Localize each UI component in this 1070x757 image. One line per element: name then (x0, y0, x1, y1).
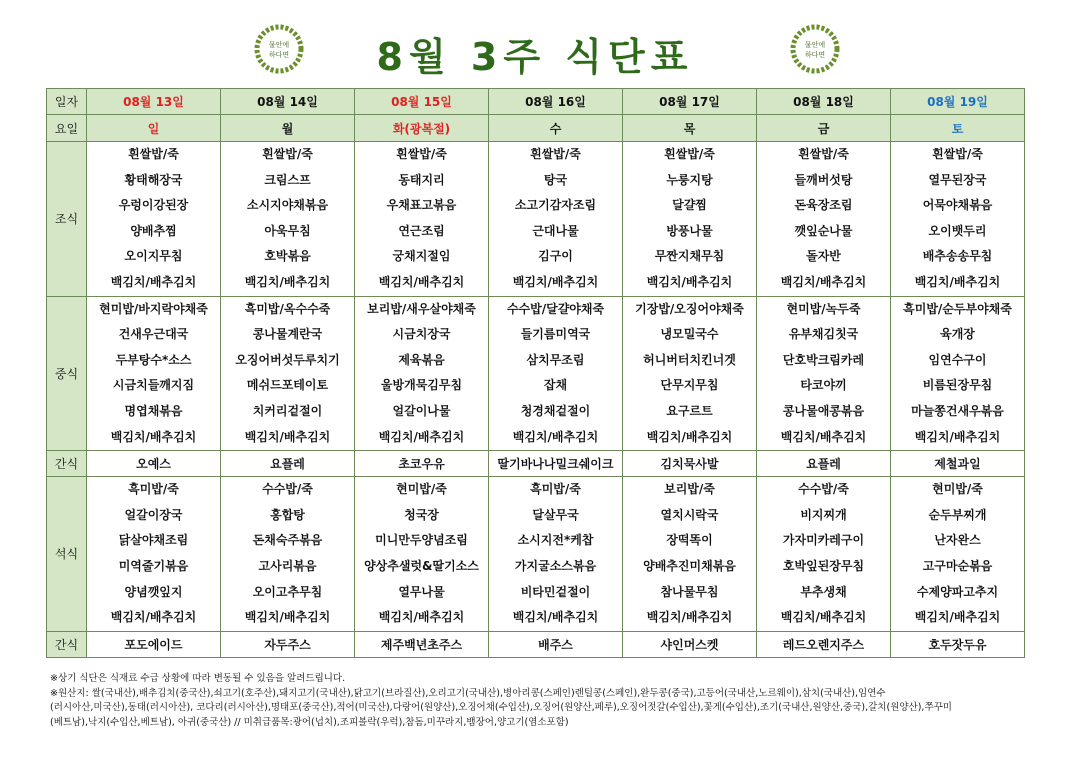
menu-item: 연근조림 (398, 223, 445, 238)
row-label-day: 요일 (47, 115, 87, 142)
menu-item: 흑미밥/죽 (128, 482, 179, 497)
menu-item: 백김치/배추김치 (780, 429, 867, 444)
date-cell: 08월 17일 (623, 89, 757, 115)
snack-cell: 포도에이드 (87, 631, 221, 657)
menu-item: 우렁이강된장 (118, 198, 189, 213)
breakfast-cell (757, 142, 891, 297)
menu-item: 호박볶음 (264, 249, 311, 264)
menu-item: 우채표고볶음 (386, 198, 457, 213)
dinner-row (47, 477, 1025, 632)
footnotes (50, 672, 1025, 730)
menu-item: 달걀찜 (672, 198, 707, 213)
menu-item: 방풍나물 (666, 223, 713, 238)
row-label-snack1: 간식 (47, 451, 87, 477)
menu-item: 흰쌀밥/죽 (128, 147, 179, 161)
menu-item: 오이고추무침 (252, 584, 323, 599)
menu-item: 장떡똑이 (666, 533, 713, 548)
menu-item: 백김치/배추김치 (378, 610, 465, 625)
menu-item: 부추생채 (800, 584, 847, 599)
menu-item: 수수밥/달걀야채죽 (506, 301, 605, 316)
note-line: ※원산지: 쌀(국내산),배추김치(중국산),쇠고기(호주산),돼지고기(국내산),닭고기(브라질산),오리고기(국내산),병아리콩(스페인)렌틸콩(스페인),완두콩(중국),고등어(국내산,노르웨이),삼치(국내산),임연수 (50, 687, 886, 699)
menu-item: 비름된장무침 (922, 378, 993, 393)
lunch-cell (355, 296, 489, 451)
menu-item: 근대나물 (532, 223, 579, 238)
menu-item: 단호박크림카레 (782, 352, 865, 367)
note-line: (러시아산,미국산),동태(러시아산), 코다리(러시아산),명태포(중국산),적어(미국산),다랑어(원양산),오징어채(수입산),오징어(원양산,페루),오징어젓갈(수입산),꽃게(수입산),조기(국내산,원양산,중국),갈치(원양산),쭈꾸미 (50, 702, 952, 713)
menu-item: 백김치/배추김치 (110, 274, 197, 289)
menu-item: 백김치/배추김치 (512, 429, 599, 444)
snack-cell: 요플레 (757, 451, 891, 477)
menu-item: 배추송송무침 (922, 249, 993, 264)
dinner-cell (221, 477, 355, 632)
menu-item: 임연수구이 (928, 352, 987, 367)
menu-item: 백김치/배추김치 (914, 429, 1001, 444)
menu-item: 치커리겉절이 (252, 403, 323, 418)
menu-item: 기장밥/오징어야채죽 (635, 301, 744, 316)
dinner-cell (87, 477, 221, 632)
note-line: ※상기 식단은 식재료 수급 상황에 따라 변동될 수 있음을 알려드립니다. (50, 673, 346, 684)
dinner-cell (757, 477, 891, 632)
menu-item: 메쉬드포테이토 (246, 378, 329, 393)
date-row (47, 89, 1025, 115)
menu-item: 현미밥/녹두죽 (786, 301, 861, 316)
meal-plan-table (46, 88, 1025, 658)
menu-item: 백김치/배추김치 (646, 429, 733, 444)
dinner-cell (623, 477, 757, 632)
header (0, 20, 1070, 80)
svg-text:하다면: 하다면 (268, 51, 290, 59)
menu-item: 백김치/배추김치 (110, 429, 197, 444)
menu-item: 제육볶음 (398, 352, 445, 367)
menu-item: 시금치장국 (392, 327, 451, 342)
menu-item: 백김치/배추김치 (244, 610, 331, 625)
menu-item: 흑미밥/옥수수죽 (244, 301, 331, 316)
menu-item: 돌자반 (806, 249, 841, 264)
menu-item: 백김치/배추김치 (914, 610, 1001, 625)
menu-item: 백김치/배추김치 (512, 274, 599, 289)
note-line: (베트남),낙지(수입산,베트남), 아귀(중국산) // 미취급품목:광어(넙치),조피볼락(우럭),참돔,미꾸라지,뱀장어,양고기(염소포함) (50, 716, 569, 728)
menu-item: 어묵야채볶음 (922, 198, 993, 213)
lunch-cell (221, 296, 355, 451)
date-cell: 08월 13일 (87, 89, 221, 115)
menu-item: 무짠지채무침 (654, 249, 725, 264)
menu-item: 소시지야채볶음 (246, 198, 329, 213)
menu-item: 흑미밥/순두부야채죽 (903, 301, 1012, 316)
menu-item: 백김치/배추김치 (914, 274, 1001, 289)
menu-item: 오이지무침 (124, 249, 183, 264)
menu-item: 백김치/배추김치 (378, 429, 465, 444)
menu-item: 잡채 (543, 378, 568, 393)
menu-item: 가자미카레구이 (782, 533, 865, 548)
snack-cell: 오예스 (87, 451, 221, 477)
menu-item: 흑미밥/죽 (530, 482, 581, 497)
menu-item: 탕국 (543, 172, 568, 187)
menu-item: 삼치무조림 (526, 352, 585, 367)
menu-item: 명엽채볶음 (124, 403, 183, 418)
menu-item: 백김치/배추김치 (378, 274, 465, 289)
menu-item: 열치시락국 (660, 507, 719, 522)
menu-item: 백김치/배추김치 (780, 274, 867, 289)
menu-item: 황태해장국 (124, 172, 183, 187)
svg-text:물안에: 물안에 (804, 41, 826, 49)
menu-item: 소고기감자조림 (514, 198, 597, 213)
menu-item: 백김치/배추김치 (512, 610, 599, 625)
row-label-date: 일자 (47, 89, 87, 115)
row-label-dinner: 석식 (47, 477, 87, 632)
day-cell: 금 (757, 115, 891, 142)
day-row (47, 115, 1025, 142)
dinner-cell (355, 477, 489, 632)
date-cell: 08월 16일 (489, 89, 623, 115)
snack-cell: 레드오렌지주스 (757, 631, 891, 657)
day-cell: 월 (221, 115, 355, 142)
snack-cell: 제철과일 (891, 451, 1025, 477)
day-cell: 화(광복절) (355, 115, 489, 142)
menu-item: 콩나물애콩볶음 (782, 403, 865, 418)
breakfast-cell (489, 142, 623, 297)
menu-item: 동태지리 (398, 172, 445, 187)
row-label-snack2: 간식 (47, 631, 87, 657)
menu-item: 냉모밀국수 (660, 327, 719, 342)
menu-item: 흰쌀밥/죽 (932, 147, 983, 161)
day-cell: 수 (489, 115, 623, 142)
menu-item: 깻잎순나물 (794, 223, 853, 238)
day-cell: 일 (87, 115, 221, 142)
menu-item: 마늘쫑건새우볶음 (911, 403, 1004, 418)
breakfast-row (47, 142, 1025, 297)
menu-item: 미역줄기볶음 (118, 558, 189, 573)
menu-item: 들깨버섯탕 (794, 172, 853, 187)
lunch-cell (489, 296, 623, 451)
menu-item: 얼갈이장국 (124, 507, 183, 522)
menu-item: 보리밥/죽 (664, 482, 715, 497)
menu-item: 홍합탕 (270, 507, 305, 522)
day-cell: 토 (891, 115, 1025, 142)
svg-text:물안에: 물안에 (268, 41, 290, 49)
menu-item: 흰쌀밥/죽 (798, 147, 849, 161)
menu-item: 참나물무침 (660, 584, 719, 599)
menu-item: 들기름미역국 (520, 327, 591, 342)
snack-cell: 김치묵사발 (623, 451, 757, 477)
menu-item: 비지찌개 (800, 507, 847, 522)
wreath-logo-icon (786, 20, 844, 78)
menu-item: 난자완스 (934, 533, 981, 548)
menu-item: 청국장 (404, 507, 439, 522)
lunch-cell (891, 296, 1025, 451)
date-cell: 08월 18일 (757, 89, 891, 115)
page-title: 8월 3주 식단표 (376, 35, 694, 79)
menu-item: 달살무국 (532, 507, 579, 522)
menu-item: 오이뱃두리 (928, 223, 987, 238)
breakfast-cell (355, 142, 489, 297)
menu-item: 궁채지절임 (392, 249, 451, 264)
menu-item: 아욱무침 (264, 223, 311, 238)
lunch-cell (623, 296, 757, 451)
menu-item: 열무나물 (398, 584, 445, 599)
menu-item: 수수밥/죽 (262, 482, 313, 497)
row-label-lunch: 중식 (47, 296, 87, 451)
menu-item: 육개장 (940, 327, 975, 342)
menu-item: 유부채김칫국 (788, 327, 859, 342)
snack-cell: 제주백년초주스 (355, 631, 489, 657)
menu-item: 닭살야채조림 (118, 533, 189, 548)
menu-item: 보리밥/새우살야채죽 (367, 301, 476, 316)
snack-cell: 배주스 (489, 631, 623, 657)
menu-item: 백김치/배추김치 (780, 610, 867, 625)
menu-item: 백김치/배추김치 (646, 610, 733, 625)
menu-item: 크림스프 (264, 172, 311, 187)
menu-item: 수제양파고추지 (916, 584, 999, 599)
snack-cell: 호두잣두유 (891, 631, 1025, 657)
svg-text:하다면: 하다면 (804, 51, 826, 59)
snack-cell: 요플레 (221, 451, 355, 477)
menu-item: 가지굴소스볶음 (514, 558, 597, 573)
menu-item: 흰쌀밥/죽 (262, 147, 313, 161)
dinner-cell (891, 477, 1025, 632)
snack-cell: 초코우유 (355, 451, 489, 477)
lunch-cell (757, 296, 891, 451)
menu-item: 오징어버섯두루치기 (235, 352, 340, 367)
menu-item: 양배추찜 (130, 223, 177, 238)
date-cell: 08월 14일 (221, 89, 355, 115)
snack-row-afternoon (47, 451, 1025, 477)
menu-item: 비타민겉절이 (520, 584, 591, 599)
menu-item: 요구르트 (666, 403, 713, 418)
menu-item: 미니만두양념조림 (375, 533, 468, 548)
menu-item: 누룽지탕 (666, 172, 713, 187)
menu-item: 백김치/배추김치 (110, 610, 197, 625)
menu-item: 건새우근대국 (118, 327, 189, 342)
menu-item: 수수밥/죽 (798, 482, 849, 497)
menu-item: 울방개묵김무침 (380, 378, 463, 393)
menu-item: 현미밥/바지락야채죽 (99, 301, 208, 316)
date-cell: 08월 15일 (355, 89, 489, 115)
breakfast-cell (87, 142, 221, 297)
menu-item: 현미밥/죽 (932, 482, 983, 497)
menu-item: 돈육장조림 (794, 198, 853, 213)
breakfast-cell (623, 142, 757, 297)
menu-item: 양배추진미채볶음 (643, 558, 736, 573)
row-label-breakfast: 조식 (47, 142, 87, 297)
snack-row-evening (47, 631, 1025, 657)
menu-item: 호박잎된장무침 (782, 558, 865, 573)
menu-item: 양념깻잎지 (124, 584, 183, 599)
date-cell: 08월 19일 (891, 89, 1025, 115)
menu-item: 고구마순볶음 (922, 558, 993, 573)
menu-item: 백김치/배추김치 (646, 274, 733, 289)
lunch-cell (87, 296, 221, 451)
menu-item: 현미밥/죽 (396, 482, 447, 497)
breakfast-cell (221, 142, 355, 297)
menu-item: 청경채겉절이 (520, 403, 591, 418)
menu-item: 단무지무침 (660, 378, 719, 393)
menu-item: 소시지전*케찹 (517, 533, 594, 548)
snack-cell: 딸기바나나밀크쉐이크 (489, 451, 623, 477)
menu-item: 고사리볶음 (258, 558, 317, 573)
dinner-cell (489, 477, 623, 632)
menu-item: 두부탕수*소스 (115, 352, 192, 367)
menu-item: 백김치/배추김치 (244, 274, 331, 289)
menu-item: 얼갈이나물 (392, 403, 451, 418)
menu-item: 허니버터치킨너겟 (643, 352, 736, 367)
menu-item: 김구이 (538, 249, 573, 264)
menu-item: 콩나물계란국 (252, 327, 323, 342)
menu-item: 시금치들깨지짐 (112, 378, 195, 393)
menu-item: 열무된장국 (928, 172, 987, 187)
lunch-row (47, 296, 1025, 451)
day-cell: 목 (623, 115, 757, 142)
breakfast-cell (891, 142, 1025, 297)
snack-cell: 샤인머스켓 (623, 631, 757, 657)
menu-item: 흰쌀밥/죽 (664, 147, 715, 161)
menu-item: 양상추샐럿&딸기소스 (364, 558, 479, 573)
menu-item: 돈채숙주볶음 (252, 533, 323, 548)
menu-item: 순두부찌개 (928, 507, 987, 522)
menu-item: 흰쌀밥/죽 (396, 147, 447, 161)
menu-item: 타코야끼 (800, 378, 847, 393)
snack-cell: 자두주스 (221, 631, 355, 657)
menu-item: 백김치/배추김치 (244, 429, 331, 444)
menu-item: 흰쌀밥/죽 (530, 147, 581, 161)
